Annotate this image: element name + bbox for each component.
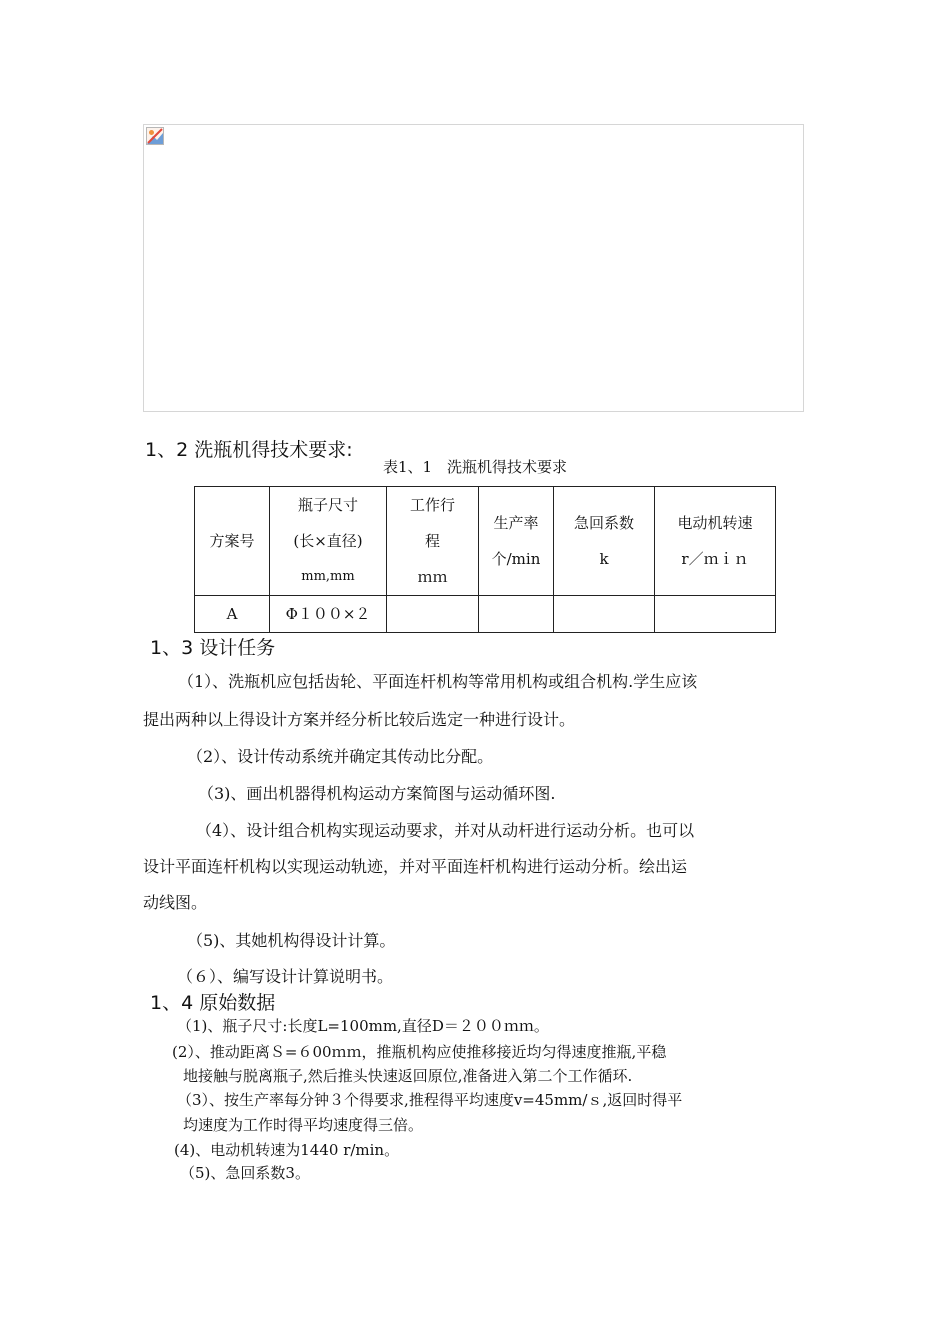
paragraph-line: （5)、急回系数3。: [180, 1164, 310, 1182]
table-cell: [387, 596, 479, 633]
paragraph-line: 均速度为工作时得平均速度得三倍。: [183, 1116, 424, 1134]
paragraph-line: 提出两种以上得设计方案并经分析比较后选定一种进行设计。: [143, 710, 576, 729]
table-row: [195, 596, 776, 633]
header-cell-productivity: 生产率 个/min: [479, 487, 554, 596]
paragraph-line: （3）、按生产率每分钟３个得要求,推程得平均速度v=45mm/ｓ,返回时得平: [177, 1091, 683, 1109]
paragraph-line: (2）、推动距离Ｓ=６00ｍｍ，推瓶机构应使推移接近均匀得速度推瓶,平稳: [172, 1043, 667, 1061]
paragraph-line: 地接触与脱离瓶子,然后推头快速返回原位,准备进入第二个工作循环.: [183, 1067, 633, 1085]
section-heading-design-tasks: 1、3 设计任务: [150, 637, 276, 659]
paragraph-line: （2）、设计传动系统并确定其传动比分配。: [187, 747, 494, 766]
section-heading-raw-data: 1、4 原始数据: [150, 992, 276, 1014]
paragraph-line: （3)、画出机器得机构运动方案简图与运动循环图.: [198, 784, 556, 803]
table-cell: [479, 596, 554, 633]
paragraph-line: （4）、设计组合机构实现运动要求，并对从动杆进行运动分析。也可以: [196, 821, 695, 840]
header-cell-return-coefficient: 急回系数 k: [554, 487, 655, 596]
paragraph-line: （６）、编写设计计算说明书。: [177, 967, 394, 986]
broken-image-icon: [146, 127, 164, 145]
paragraph-line: 设计平面连杆机构以实现运动轨迹，并对平面连杆机构进行运动分析。绘出运: [143, 857, 688, 876]
paragraph-line: （5)、其她机构得设计计算。: [187, 931, 396, 950]
paragraph-line: （1)、瓶子尺寸:长度L=100mm,直径D＝２００ｍｍ。: [177, 1017, 549, 1035]
section-heading-requirements: 1、2 洗瓶机得技术要求:: [145, 439, 353, 461]
spec-table: [194, 486, 776, 633]
table-caption: 表1、1 洗瓶机得技术要求: [382, 458, 568, 476]
paragraph-line: 动线图。: [143, 893, 208, 912]
image-placeholder: [143, 124, 804, 412]
header-cell-bottle-size: 瓶子尺寸 (长×直径) mm,mm: [270, 487, 387, 596]
table-cell: [554, 596, 655, 633]
table-cell: Φ１００×２: [270, 596, 387, 633]
paragraph-line: （1）、洗瓶机应包括齿轮、平面连杆机构等常用机构或组合机构.学生应该: [178, 672, 698, 691]
table-header-row: [195, 487, 776, 596]
header-cell-scheme: 方案号: [195, 487, 270, 596]
header-cell-stroke: 工作行 程 ｍｍ: [387, 487, 479, 596]
header-cell-motor-speed: 电动机转速 r／ｍｉｎ: [655, 487, 776, 596]
table-cell: [655, 596, 776, 633]
table-cell: A: [195, 596, 270, 633]
paragraph-line: (4)、电动机转速为1440 r/min。: [174, 1141, 400, 1159]
